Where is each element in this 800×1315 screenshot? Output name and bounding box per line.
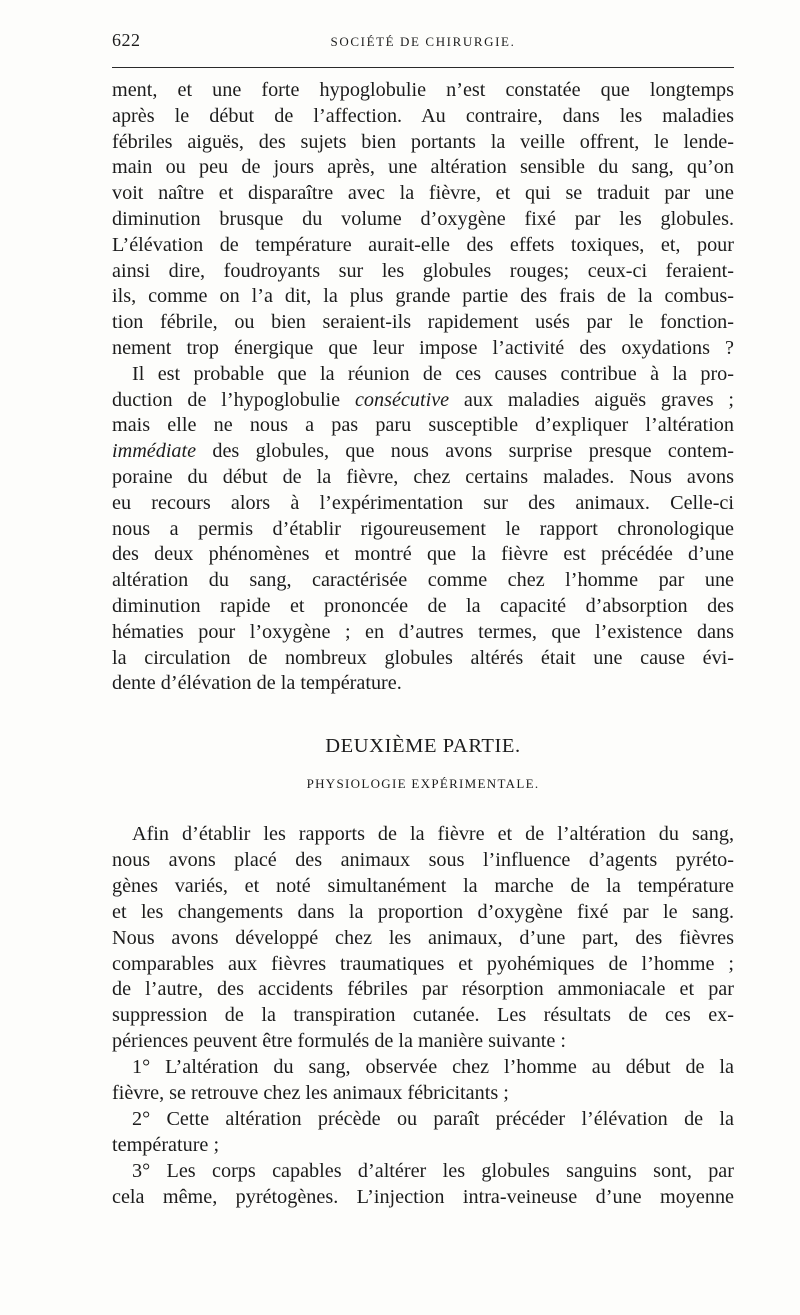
header-rule: [112, 67, 734, 68]
text-line: gènes variés, et noté simultanément la marche de la température: [112, 874, 734, 897]
numbered-item-3: [112, 1159, 734, 1211]
paragraph-hypoglobulie: [112, 362, 734, 697]
part-two-text: [112, 822, 734, 1211]
text-line: altération du sang, caractérisée comme chez l’homme par une: [112, 569, 734, 592]
text-line: L’élévation de température aurait-elle des effets toxiques, et, pour: [112, 233, 734, 256]
text-line: 2° Cette altération précède ou paraît précéder l’élévation de la: [132, 1107, 734, 1130]
paragraph-intro: [112, 822, 734, 1055]
text-line: périences peuvent être formulés de la manière suivante :: [112, 1030, 567, 1053]
text-line: hématies pour l’oxygène ; en d’autres termes, que l’existence dans: [112, 620, 734, 643]
section-subtitle: PHYSIOLOGIE EXPÉRIMENTALE.: [306, 776, 540, 791]
text-line: 1° L’altération du sang, observée chez l’homme au début de la: [132, 1056, 734, 1079]
text-line: Afin d’établir les rapports de la fièvre et de l’altération du sang,: [132, 823, 734, 845]
text-line: dente d’élévation de la température.: [112, 672, 402, 695]
text-line: diminution brusque du volume d’oxygène fixé par les globules.: [112, 207, 734, 230]
text-line: cela même, pyrétogènes. L’injection intra-veineuse d’une moyenne: [112, 1185, 734, 1208]
paragraph-continued: [112, 78, 734, 362]
text-line: Nous avons développé chez les animaux, d’une part, des fièvres: [112, 926, 734, 949]
text-line: fièvre, se retrouve chez les animaux fébricitants ;: [112, 1082, 509, 1105]
text-line: ils, comme on l’a dit, la plus grande partie des frais de la combus-: [112, 285, 734, 308]
text-run: des globules, que nous avons surprise presque contem-: [196, 440, 734, 463]
text-line-mixed: [112, 388, 734, 414]
text-line: fébriles aiguës, des sujets bien portants la veille offrent, le lende-: [112, 130, 734, 153]
text-line: nous avons placé des animaux sous l’influence d’agents pyréto-: [112, 848, 734, 871]
text-line: ainsi dire, foudroyants sur les globules rouges; ceux-ci feraient-: [112, 259, 734, 282]
text-line: diminution rapide et prononcée de la capacité d’absorption des: [112, 594, 734, 617]
page-number: 622: [112, 30, 141, 50]
text-line: poraine du début de la fièvre, chez certains malades. Nous avons: [112, 465, 734, 488]
section-title: DEUXIÈME PARTIE.: [325, 735, 521, 757]
text-line: après le début de l’affection. Au contraire, dans les maladies: [112, 104, 734, 127]
italic-text: immédiate: [112, 440, 197, 463]
text-line: et les changements dans la proportion d’oxygène fixé par le sang.: [112, 900, 734, 923]
part-one-text: [112, 78, 734, 697]
text-line: nement trop énergique que leur impose l’activité des oxydations ?: [112, 336, 734, 359]
text-line-mixed: [112, 439, 734, 465]
text-line: ment, et une forte hypoglobulie n’est constatée que longtemps: [112, 79, 734, 101]
text-run: duction de l’hypoglobulie: [112, 388, 355, 411]
text-line: mais elle ne nous a pas paru susceptible d’expliquer l’altération: [112, 414, 734, 437]
numbered-item-2: [112, 1107, 734, 1159]
text-line: tion fébrile, ou bien seraient-ils rapidement usés par le fonction-: [112, 311, 734, 334]
journal-title: SOCIÉTÉ DE CHIRURGIE.: [330, 34, 516, 49]
text-line: température ;: [112, 1133, 220, 1156]
text-line: 3° Les corps capables d’altérer les globules sanguins sont, par: [132, 1159, 734, 1182]
text-line: nous a permis d’établir rigoureusement le rapport chronologique: [112, 517, 734, 540]
text-line: main ou peu de jours après, une altération sensible du sang, qu’on: [112, 156, 734, 179]
text-line: de l’autre, des accidents fébriles par résorption ammoniacale et par: [112, 978, 734, 1001]
text-run: aux maladies aiguës graves ;: [449, 388, 734, 411]
running-head: [112, 30, 734, 52]
text-line: la circulation de nombreux globules altérés était une cause évi-: [112, 646, 734, 669]
text-line: suppression de la transpiration cutanée. Les résultats de ces ex-: [112, 1004, 734, 1027]
text-line: voit naître et disparaître avec la fièvre, et qui se traduit par une: [112, 182, 734, 205]
italic-text: consécutive: [354, 388, 450, 411]
text-line: Il est probable que la réunion de ces causes contribue à la pro-: [132, 362, 734, 385]
numbered-item-1: [112, 1055, 734, 1107]
text-line: des deux phénomènes et montré que la fièvre est précédée d’une: [112, 543, 734, 566]
text-line: eu recours alors à l’expérimentation sur des animaux. Celle-ci: [112, 491, 734, 514]
text-line: comparables aux fièvres traumatiques et pyohémiques de l’homme ;: [112, 952, 734, 975]
